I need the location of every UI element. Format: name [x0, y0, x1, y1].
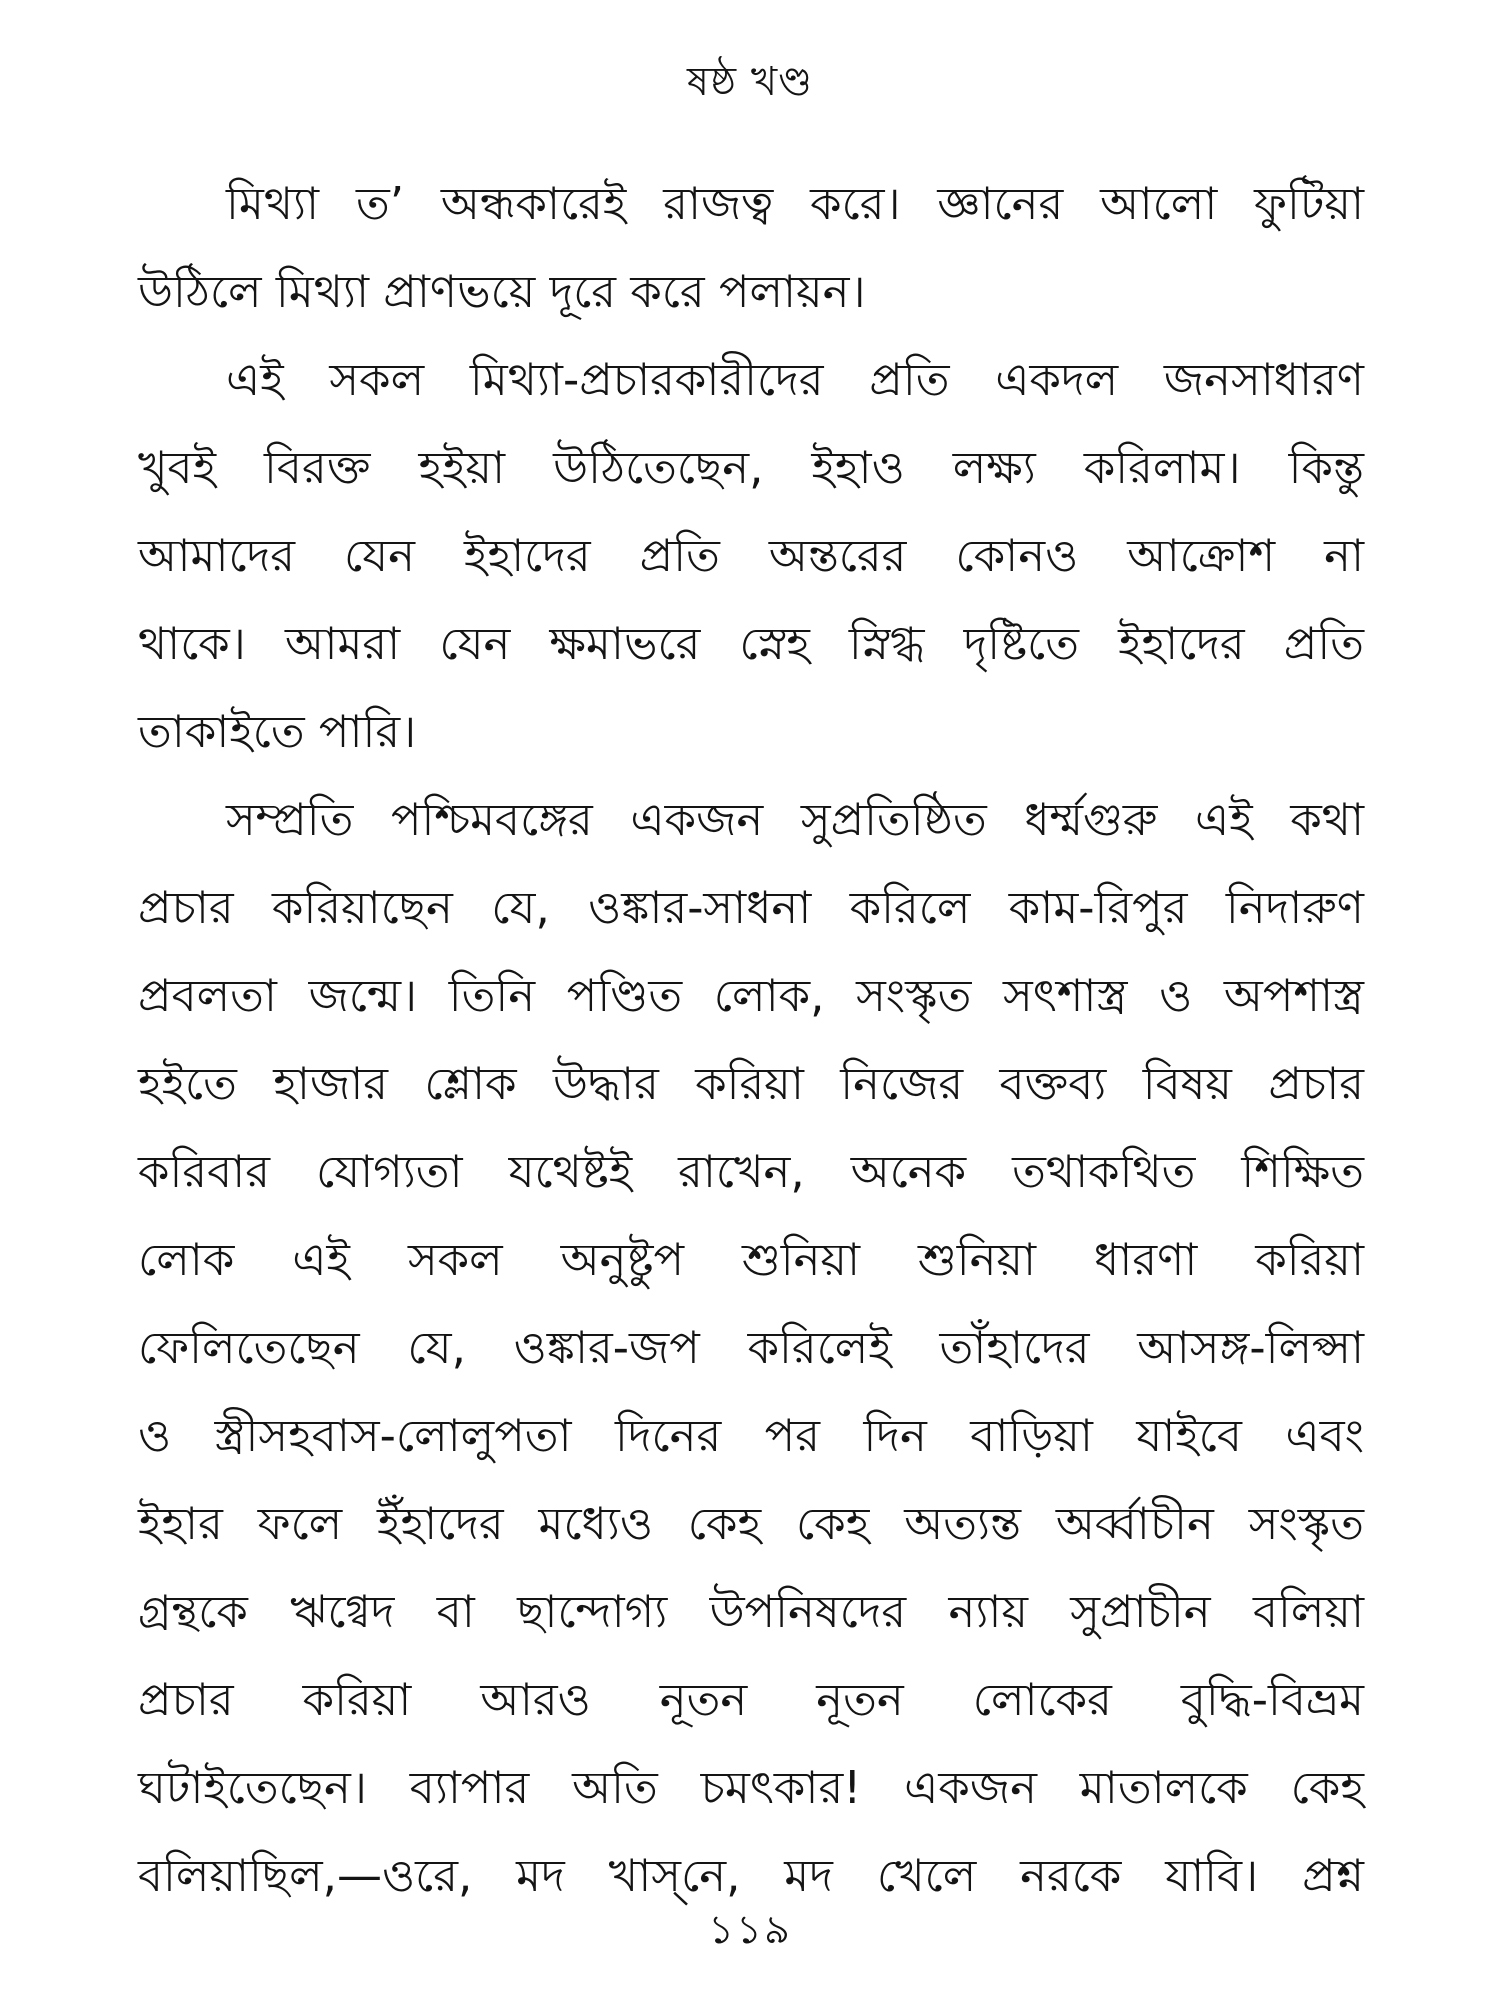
text-line: বলিয়াছিল,—ওরে, মদ খাস্‌নে, মদ খেলে নরকে যাবি। প্রশ্ন: [138, 1849, 1364, 1902]
text-line: এই সকল মিথ্যা-প্রচারকারীদের প্রতি একদল জনসাধারণ: [226, 353, 1364, 406]
text-line: মিথ্যা ত’ অন্ধকারেই রাজত্ব করে। জ্ঞানের আলো ফুটিয়া: [226, 177, 1364, 230]
text-line: হইতে হাজার শ্লোক উদ্ধার করিয়া নিজের বক্তব্য বিষয় প্রচার: [138, 1057, 1364, 1110]
text-line: আমাদের যেন ইহাদের প্রতি অন্তরের কোনও আক্রোশ না: [138, 529, 1364, 582]
text-line: প্রচার করিয়া আরও নূতন নূতন লোকের বুদ্ধি-বিভ্রম: [138, 1673, 1364, 1726]
text-line: তাকাইতে পারি।: [138, 705, 417, 758]
text-line: সম্প্রতি পশ্চিমবঙ্গের একজন সুপ্রতিষ্ঠিত ধর্ম্মগুরু এই কথা: [226, 793, 1364, 846]
text-line: ফেলিতেছেন যে, ওঙ্কার-জপ করিলেই তাঁহাদের আসঙ্গ-লিপ্সা: [138, 1321, 1364, 1374]
text-line: করিবার যোগ্যতা যথেষ্টই রাখেন, অনেক তথাকথিত শিক্ষিত: [138, 1145, 1364, 1198]
text-line: প্রবলতা জন্মে। তিনি পণ্ডিত লোক, সংস্কৃত সৎশাস্ত্র ও অপশাস্ত্র: [138, 969, 1364, 1022]
text-line: ইহার ফলে ইঁহাদের মধ্যেও কেহ কেহ অত্যন্ত অর্ব্বাচীন সংস্কৃত: [138, 1497, 1364, 1550]
text-line: লোক এই সকল অনুষ্টুপ শুনিয়া শুনিয়া ধারণা করিয়া: [138, 1233, 1364, 1286]
text-line: ঘটাইতেছেন। ব্যাপার অতি চমৎকার! একজন মাতালকে কেহ: [138, 1761, 1364, 1814]
text-line: গ্রন্থকে ঋগ্বেদ বা ছান্দোগ্য উপনিষদের ন্যায় সুপ্রাচীন বলিয়া: [138, 1585, 1364, 1638]
text-line: প্রচার করিয়াছেন যে, ওঙ্কার-সাধনা করিলে কাম-রিপুর নিদারুণ: [138, 881, 1364, 934]
text-line: উঠিলে মিথ্যা প্রাণভয়ে দূরে করে পলায়ন।: [138, 265, 866, 318]
page-header: ষষ্ঠ খণ্ড: [686, 59, 813, 105]
text-line: ও স্ত্রীসহবাস-লোলুপতা দিনের পর দিন বাড়িয়া যাইবে এবং: [138, 1409, 1364, 1462]
text-line: থাকে। আমরা যেন ক্ষমাভরে স্নেহ স্নিগ্ধ দৃষ্টিতে ইহাদের প্রতি: [138, 617, 1364, 670]
page-number: ১১৯: [708, 1907, 792, 1953]
text-line: খুবই বিরক্ত হইয়া উঠিতেছেন, ইহাও লক্ষ্য করিলাম। কিন্তু: [138, 441, 1364, 494]
body-text: [138, 160, 1364, 1920]
